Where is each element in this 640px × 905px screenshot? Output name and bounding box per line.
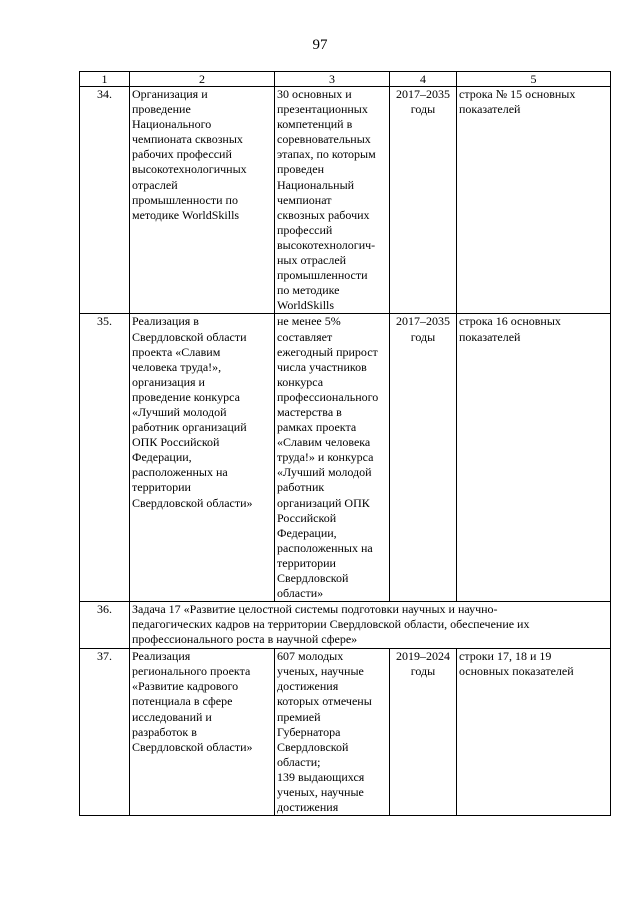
result-cell: не менее 5% составляет ежегодный прирост числа участников конкурса профессионального мастерства в рамках проекта «Славим человека труда!» и конкурса «Лучший молодой работник организаций ОПК Российской Федерации, расположенных на территории Свердловской области» [275,314,390,602]
row-number: 35. [80,314,130,602]
table-header-row [80,72,611,87]
row-number: 37. [80,649,130,816]
activity-cell: Реализация в Свердловской области проекта «Славим человека труда!», организация и проведение конкурса «Лучший молодой работник организаций ОПК Российской Федерации, расположенных на территории Свердловской области» [130,314,275,602]
measures-table [79,71,611,816]
indicator-cell: строки 17, 18 и 19 основных показателей [457,649,611,816]
row-number: 34. [80,87,130,314]
row-number: 36. [80,602,130,649]
indicator-cell: строка № 15 основных показателей [457,87,611,314]
column-header: 4 [390,72,457,87]
period-cell: 2017–2035 годы [390,87,457,314]
indicator-cell: строка 16 основных показателей [457,314,611,602]
activity-cell: Организация и проведение Национального чемпионата сквозных рабочих профессий высокотехнологичных отраслей промышленности по методике WorldSkills [130,87,275,314]
task-row [80,602,611,649]
table-row [80,649,611,816]
column-header: 2 [130,72,275,87]
column-header: 3 [275,72,390,87]
column-header: 1 [80,72,130,87]
result-cell: 30 основных и презентационных компетенций в соревновательных этапах, по которым проведен Национальный чемпионат сквозных рабочих профессий высокотехнологич- ных отраслей промышленности по методике WorldSkills [275,87,390,314]
result-cell: 607 молодых ученых, научные достижения которых отмечены премией Губернатора Свердловской области; 139 выдающихся ученых, научные достижения [275,649,390,816]
table-row [80,87,611,314]
table-row [80,314,611,602]
page-number: 97 [312,37,328,53]
period-cell: 2017–2035 годы [390,314,457,602]
column-header: 5 [457,72,611,87]
activity-cell: Реализация регионального проекта «Развитие кадрового потенциала в сфере исследований и разработок в Свердловской области» [130,649,275,816]
task-cell: Задача 17 «Развитие целостной системы подготовки научных и научно- педагогических кадров на территории Свердловской области, обеспечение их профессионального роста в научной сфере» [130,602,611,649]
period-cell: 2019–2024 годы [390,649,457,816]
